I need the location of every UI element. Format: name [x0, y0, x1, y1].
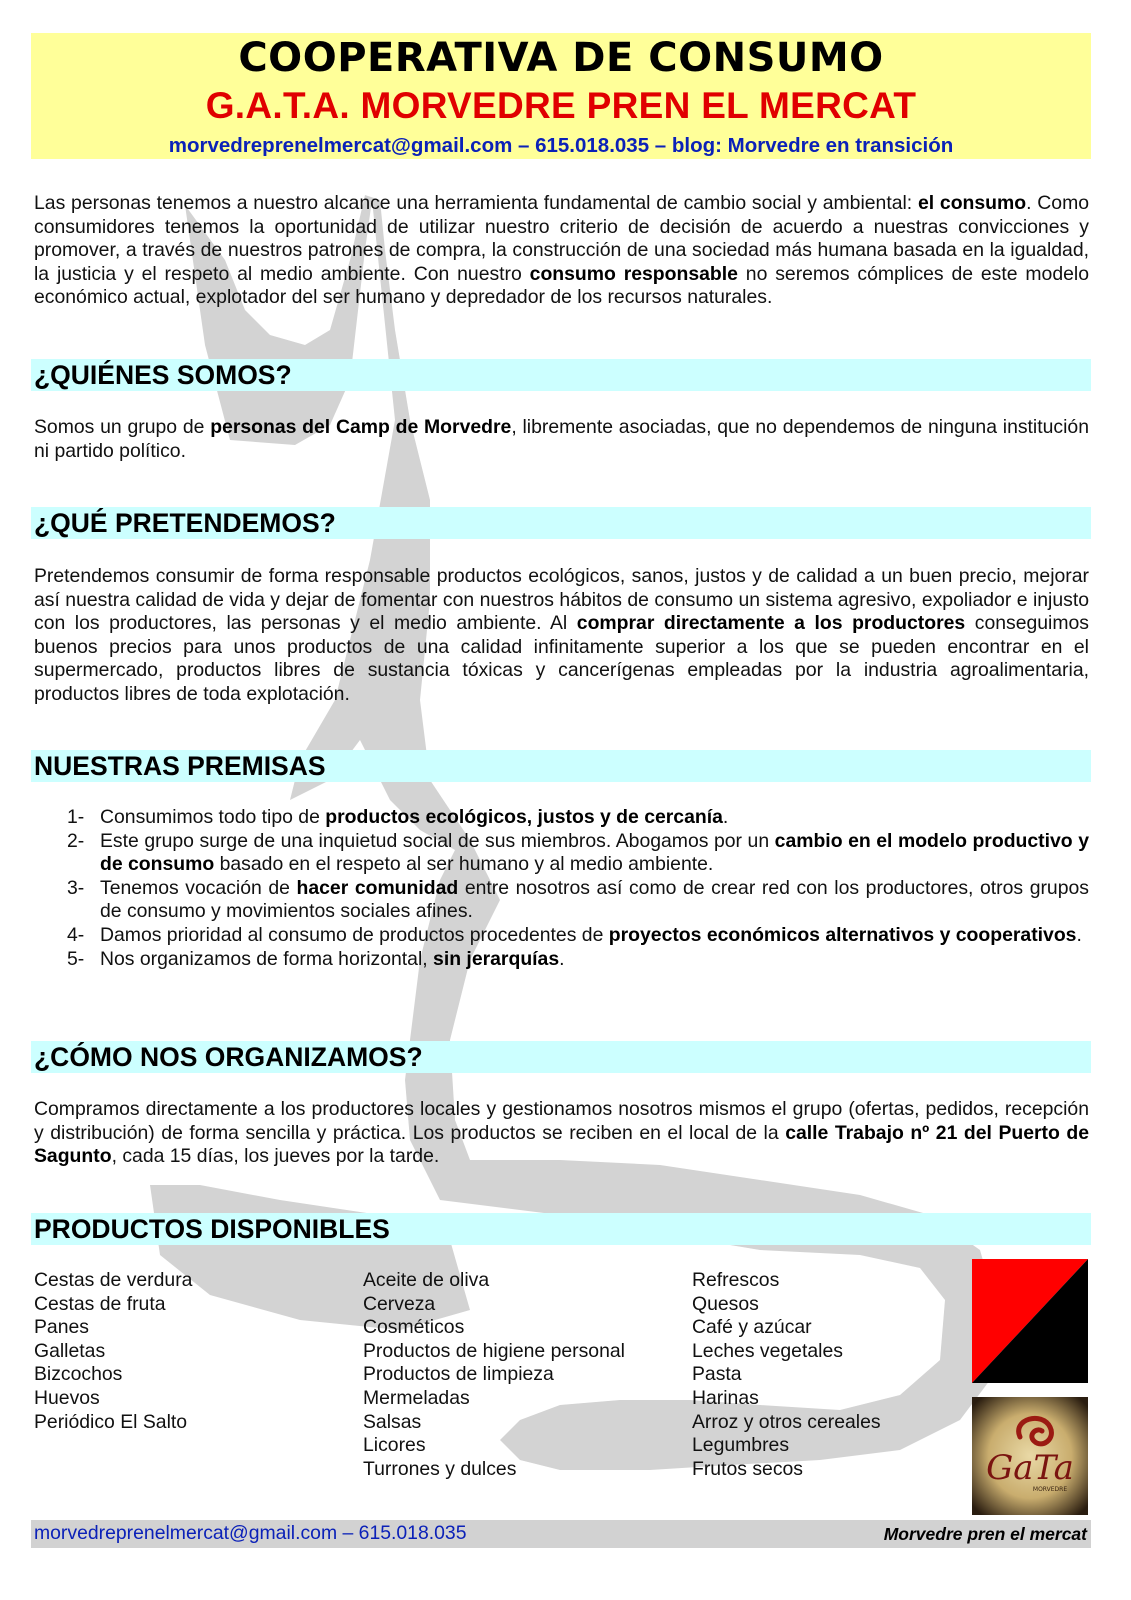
product-item: Pasta: [692, 1363, 742, 1386]
product-item: Cosméticos: [363, 1316, 465, 1339]
section-quienes-somos: [31, 359, 1091, 391]
gata-logo: [972, 1397, 1088, 1515]
product-item: Cestas de verdura: [34, 1269, 193, 1291]
product-item: Legumbres: [692, 1434, 790, 1457]
product-item: Cestas de fruta: [34, 1292, 166, 1315]
product-item: Frutos secos: [692, 1457, 803, 1480]
footer: [31, 1520, 1091, 1548]
premisas-list: [34, 806, 1089, 971]
section-title: NUESTRAS PREMISAS: [34, 751, 326, 781]
product-item: Salsas: [363, 1410, 422, 1433]
section-productos-disponibles: [31, 1213, 1091, 1245]
section-title: PRODUCTOS DISPONIBLES: [34, 1214, 390, 1244]
footer-group-name: Morvedre pren el mercat: [883, 1524, 1087, 1544]
product-item: Harinas: [692, 1386, 759, 1409]
product-item: Turrones y dulces: [363, 1457, 517, 1480]
organizamos-paragraph: Compramos directamente a los productores locales y gestionamos nosotros mismos el grupo (ofertas, pedidos, recepción y distribución) de forma sencilla y práctica. Los productos se reciben en el local de la calle Trabajo nº 21 del Puerto de Sagunto, cada 15 días, los jueves por la tarde.: [34, 1098, 1090, 1168]
product-item: Quesos: [692, 1292, 759, 1315]
red-black-flag-icon: [972, 1259, 1088, 1383]
section-title: ¿CÓMO NOS ORGANIZAMOS?: [34, 1042, 423, 1072]
product-item: Galletas: [34, 1339, 106, 1362]
product-item: Periódico El Salto: [34, 1410, 188, 1433]
section-title: ¿QUÉ PRETENDEMOS?: [34, 508, 336, 538]
product-item: Licores: [363, 1434, 426, 1457]
product-item: Productos de higiene personal: [363, 1339, 625, 1362]
quienes-paragraph: Somos un grupo de personas del Camp de Morvedre, libremente asociadas, que no dependemos de ninguna institución ni partido político.: [34, 416, 1089, 462]
list-item: 1- Consumimos todo tipo de productos ecológicos, justos y de cercanía.: [67, 806, 729, 828]
product-item: Huevos: [34, 1386, 100, 1409]
list-item: 2- Este grupo surge de una inquietud social de sus miembros. Abogamos por un cambio en el modelo productivo y de consumo basado en el respeto al ser humano y al medio ambiente.: [67, 829, 1089, 876]
product-item: Productos de limpieza: [363, 1363, 554, 1386]
section-title: ¿QUIÉNES SOMOS?: [34, 360, 292, 390]
product-item: Bizcochos: [34, 1363, 123, 1386]
intro-paragraph: Las personas tenemos a nuestro alcance una herramienta fundamental de cambio social y ambiental: el consumo. Como consumidores tenemos la oportunidad de utilizar nuestro criterio de decisión de acuerdo a nuestras convicciones y promover, a través de nuestros patrones de compra, la construcción de una sociedad más humana basada en la igualdad, la justicia y el respeto al medio ambiente. Con nuestro consumo responsable no seremos cómplices de este modelo económico actual, explotador del ser humano y depredador de los recursos naturales.: [34, 192, 1089, 309]
document-title: COOPERATIVA DE CONSUMO: [238, 35, 884, 81]
product-item: Aceite de oliva: [363, 1269, 490, 1291]
section-que-pretendemos: [31, 507, 1091, 539]
section-nuestras-premisas: [31, 750, 1091, 782]
product-item: Panes: [34, 1316, 89, 1339]
product-item: Cerveza: [363, 1292, 436, 1315]
products-column-2: [363, 1269, 625, 1481]
product-item: Refrescos: [692, 1269, 780, 1291]
document-subtitle: G.A.T.A. MORVEDRE PREN EL MERCAT: [205, 85, 917, 126]
product-item: Café y azúcar: [692, 1316, 812, 1339]
header-contact: morvedreprenelmercat@gmail.com – 615.018.035 – blog: Morvedre en transición: [168, 134, 954, 157]
list-item: 5- Nos organizamos de forma horizontal, sin jerarquías.: [67, 947, 565, 970]
products-column-1: [34, 1269, 192, 1434]
product-item: Mermeladas: [363, 1386, 470, 1409]
products-column-3: [692, 1269, 881, 1481]
pretendemos-paragraph: Pretendemos consumir de forma responsable productos ecológicos, sanos, justos y de calidad a un buen precio, mejorar así nuestra calidad de vida y dejar de fomentar con nuestros hábitos de consumo un sistema agresivo, expoliador e injusto con los productores, las personas y el medio ambiente. Al comprar directamente a los productores conseguimos buenos precios para unos productos de una calidad infinitamente superior a los que se pueden encontrar en el supermercado, productos libres de sustancia tóxicas y cancerígenas empleadas por la industria agroalimentaria, productos libres de toda explotación.: [34, 565, 1090, 705]
svg-text:GaTa: GaTa: [986, 1448, 1074, 1488]
list-item: 3- Tenemos vocación de hacer comunidad entre nosotros así como de crear red con los productores, otros grupos de consumo y movimientos sociales afines.: [67, 876, 1089, 923]
product-item: Leches vegetales: [692, 1339, 843, 1362]
header-box: [31, 33, 1091, 159]
footer-contact: morvedreprenelmercat@gmail.com – 615.018.035: [34, 1522, 467, 1544]
list-item: 4- Damos prioridad al consumo de productos procedentes de proyectos económicos alternativos y cooperativos.: [67, 923, 1082, 946]
product-item: Arroz y otros cereales: [692, 1410, 881, 1433]
svg-text:MORVEDRE: MORVEDRE: [1032, 1486, 1068, 1493]
section-como-nos-organizamos: [31, 1041, 1091, 1073]
